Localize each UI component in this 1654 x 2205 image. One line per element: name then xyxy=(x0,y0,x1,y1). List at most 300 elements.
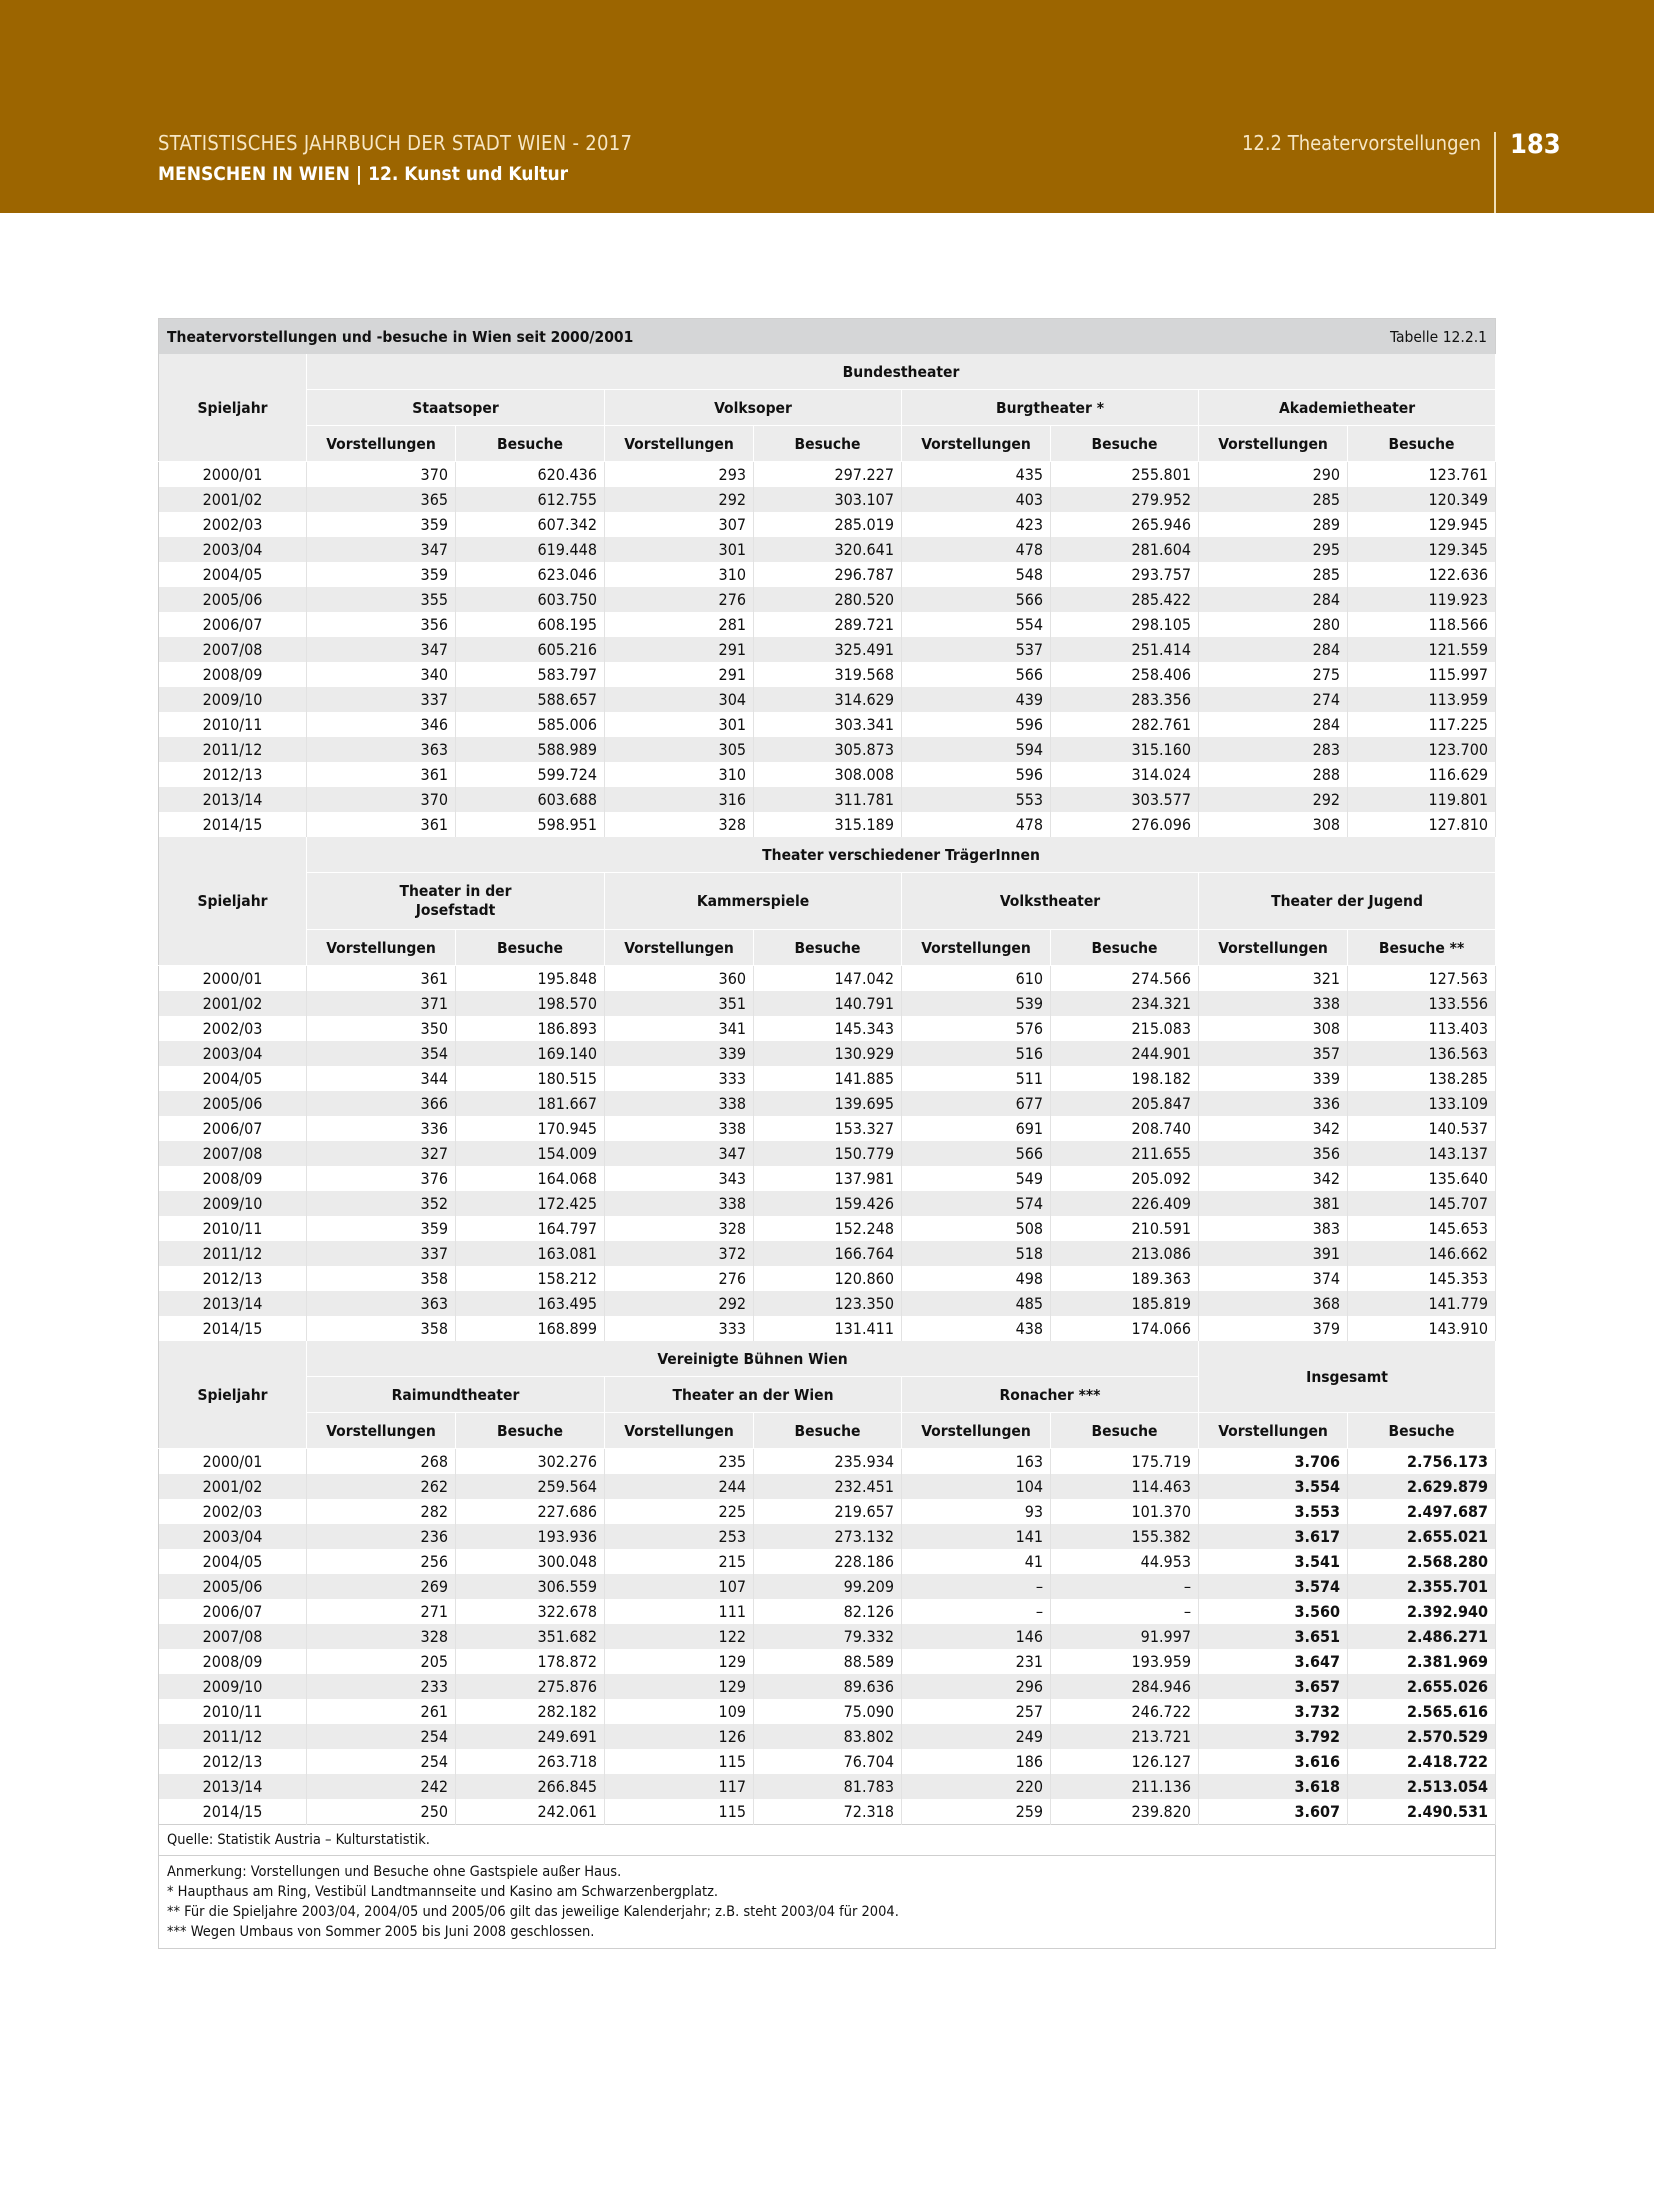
bundestheater-row xyxy=(159,487,1496,512)
value-cell: 210.591 xyxy=(1051,1216,1199,1241)
value-cell: 138.285 xyxy=(1348,1066,1496,1091)
col-besuche: Besuche xyxy=(754,1413,902,1449)
value-cell: 254 xyxy=(307,1724,456,1749)
value-cell: 99.209 xyxy=(754,1574,902,1599)
group-vbw: Vereinigte Bühnen Wien xyxy=(307,1341,1199,1377)
value-cell: 159.426 xyxy=(754,1191,902,1216)
page-number: 183 xyxy=(1510,129,1561,160)
group-header-row xyxy=(159,354,1496,390)
year-cell: 2012/13 xyxy=(159,762,307,787)
value-cell: 314.024 xyxy=(1051,762,1199,787)
value-cell: 93 xyxy=(902,1499,1051,1524)
value-cell: 274 xyxy=(1199,687,1348,712)
table-body xyxy=(159,319,1496,1949)
value-cell: 122.636 xyxy=(1348,562,1496,587)
subtitle-separator: | xyxy=(355,163,363,185)
col-besuche: Besuche xyxy=(754,426,902,462)
value-cell: 186.893 xyxy=(456,1016,605,1041)
year-cell: 2007/08 xyxy=(159,637,307,662)
col-besuche: Besuche xyxy=(456,930,605,966)
value-cell: 3.554 xyxy=(1199,1474,1348,1499)
value-cell: 282 xyxy=(307,1499,456,1524)
value-cell: 254 xyxy=(307,1749,456,1774)
value-cell: 127.563 xyxy=(1348,966,1496,992)
value-cell: 320.641 xyxy=(754,537,902,562)
value-cell: 3.607 xyxy=(1199,1799,1348,1825)
value-cell: 115.997 xyxy=(1348,662,1496,687)
value-cell: 208.740 xyxy=(1051,1116,1199,1141)
value-cell: 115 xyxy=(605,1799,754,1825)
spieljahr-header: Spieljahr xyxy=(159,354,307,462)
value-cell: 131.411 xyxy=(754,1316,902,1341)
value-cell: 306.559 xyxy=(456,1574,605,1599)
traegerinnen-row xyxy=(159,1091,1496,1116)
traegerinnen-row xyxy=(159,1166,1496,1191)
year-cell: 2011/12 xyxy=(159,737,307,762)
value-cell: 256 xyxy=(307,1549,456,1574)
value-cell: 308.008 xyxy=(754,762,902,787)
value-cell: 205.847 xyxy=(1051,1091,1199,1116)
value-cell: 511 xyxy=(902,1066,1051,1091)
traegerinnen-row xyxy=(159,966,1496,992)
value-cell: 2.565.616 xyxy=(1348,1699,1496,1724)
value-cell: 607.342 xyxy=(456,512,605,537)
col-besuche: Besuche xyxy=(1348,1413,1496,1449)
value-cell: 383 xyxy=(1199,1216,1348,1241)
theater-header-row xyxy=(159,390,1496,426)
value-cell: 242 xyxy=(307,1774,456,1799)
value-cell: 366 xyxy=(307,1091,456,1116)
traegerinnen-row xyxy=(159,1316,1496,1341)
value-cell: 174.066 xyxy=(1051,1316,1199,1341)
value-cell: 608.195 xyxy=(456,612,605,637)
value-cell: 338 xyxy=(605,1191,754,1216)
value-cell: 236 xyxy=(307,1524,456,1549)
value-cell: 219.657 xyxy=(754,1499,902,1524)
value-cell: 3.560 xyxy=(1199,1599,1348,1624)
value-cell: 374 xyxy=(1199,1266,1348,1291)
value-cell: 193.959 xyxy=(1051,1649,1199,1674)
header-divider xyxy=(1494,132,1496,213)
value-cell: 123.761 xyxy=(1348,462,1496,488)
value-cell: 113.959 xyxy=(1348,687,1496,712)
value-cell: 235 xyxy=(605,1449,754,1475)
vbw-row xyxy=(159,1749,1496,1774)
value-cell: 342 xyxy=(1199,1116,1348,1141)
value-cell: 2.392.940 xyxy=(1348,1599,1496,1624)
col-besuche: Besuche xyxy=(1348,426,1496,462)
value-cell: 164.068 xyxy=(456,1166,605,1191)
col-vorstellungen: Vorstellungen xyxy=(1199,1413,1348,1449)
value-cell: 283.356 xyxy=(1051,687,1199,712)
value-cell: 205.092 xyxy=(1051,1166,1199,1191)
traegerinnen-row xyxy=(159,1116,1496,1141)
year-cell: 2009/10 xyxy=(159,687,307,712)
value-cell: 3.792 xyxy=(1199,1724,1348,1749)
value-cell: 3.651 xyxy=(1199,1624,1348,1649)
value-cell: 253 xyxy=(605,1524,754,1549)
bundestheater-row xyxy=(159,562,1496,587)
value-cell: 109 xyxy=(605,1699,754,1724)
value-cell: 231 xyxy=(902,1649,1051,1674)
value-cell: 333 xyxy=(605,1066,754,1091)
value-cell: 518 xyxy=(902,1241,1051,1266)
value-cell: 2.629.879 xyxy=(1348,1474,1496,1499)
year-cell: 2001/02 xyxy=(159,991,307,1016)
note-line: ** Für die Spieljahre 2003/04, 2004/05 und 2005/06 gilt das jeweilige Kalenderjahr; z.B. steht 2003/04 für 2004. xyxy=(167,1904,899,1920)
vbw-row xyxy=(159,1674,1496,1699)
value-cell: 549 xyxy=(902,1166,1051,1191)
value-cell: 588.657 xyxy=(456,687,605,712)
value-cell: 163.495 xyxy=(456,1291,605,1316)
value-cell: 273.132 xyxy=(754,1524,902,1549)
value-cell: 250 xyxy=(307,1799,456,1825)
value-cell: 242.061 xyxy=(456,1799,605,1825)
year-cell: 2006/07 xyxy=(159,612,307,637)
col-vorstellungen: Vorstellungen xyxy=(605,426,754,462)
value-cell: 359 xyxy=(307,562,456,587)
value-cell: 403 xyxy=(902,487,1051,512)
value-cell: 266.845 xyxy=(456,1774,605,1799)
value-cell: 583.797 xyxy=(456,662,605,687)
value-cell: 129 xyxy=(605,1649,754,1674)
vbw-row xyxy=(159,1574,1496,1599)
year-cell: 2000/01 xyxy=(159,966,307,992)
value-cell: 361 xyxy=(307,812,456,837)
value-cell: 298.105 xyxy=(1051,612,1199,637)
value-cell: 357 xyxy=(1199,1041,1348,1066)
value-cell: 337 xyxy=(307,687,456,712)
value-cell: 150.779 xyxy=(754,1141,902,1166)
value-cell: 163.081 xyxy=(456,1241,605,1266)
value-cell: 370 xyxy=(307,787,456,812)
value-cell: 365 xyxy=(307,487,456,512)
value-cell: 119.923 xyxy=(1348,587,1496,612)
value-cell: 115 xyxy=(605,1749,754,1774)
value-cell: 307 xyxy=(605,512,754,537)
value-cell: 290 xyxy=(1199,462,1348,488)
value-cell: 303.107 xyxy=(754,487,902,512)
value-cell: 155.382 xyxy=(1051,1524,1199,1549)
value-cell: 347 xyxy=(307,537,456,562)
value-cell: 255.801 xyxy=(1051,462,1199,488)
value-cell: 691 xyxy=(902,1116,1051,1141)
value-cell: 140.791 xyxy=(754,991,902,1016)
value-cell: 122 xyxy=(605,1624,754,1649)
value-cell: 143.137 xyxy=(1348,1141,1496,1166)
notes-cell xyxy=(159,1856,1496,1949)
value-cell: 133.556 xyxy=(1348,991,1496,1016)
year-cell: 2014/15 xyxy=(159,812,307,837)
value-cell: – xyxy=(1051,1599,1199,1624)
value-cell: 3.541 xyxy=(1199,1549,1348,1574)
value-cell: 322.678 xyxy=(456,1599,605,1624)
value-cell: 328 xyxy=(605,812,754,837)
value-cell: 185.819 xyxy=(1051,1291,1199,1316)
page-header xyxy=(0,0,1654,213)
year-cell: 2005/06 xyxy=(159,1091,307,1116)
col-besuche: Besuche xyxy=(1051,426,1199,462)
value-cell: 169.140 xyxy=(456,1041,605,1066)
value-cell: 291 xyxy=(605,662,754,687)
value-cell: 215.083 xyxy=(1051,1016,1199,1041)
traegerinnen-row xyxy=(159,1266,1496,1291)
value-cell: 319.568 xyxy=(754,662,902,687)
value-cell: 338 xyxy=(605,1091,754,1116)
theater-header: Theater der Jugend xyxy=(1199,873,1496,930)
value-cell: 239.820 xyxy=(1051,1799,1199,1825)
value-cell: 215 xyxy=(605,1549,754,1574)
value-cell: 2.490.531 xyxy=(1348,1799,1496,1825)
value-cell: 193.936 xyxy=(456,1524,605,1549)
value-cell: 170.945 xyxy=(456,1116,605,1141)
value-cell: 498 xyxy=(902,1266,1051,1291)
josefstadt-line-2: Josefstadt xyxy=(415,901,496,919)
value-cell: 554 xyxy=(902,612,1051,637)
theater-header: Theater an der Wien xyxy=(605,1377,902,1413)
value-cell: 276 xyxy=(605,587,754,612)
value-cell: 158.212 xyxy=(456,1266,605,1291)
theater-header: Volksoper xyxy=(605,390,902,426)
theater-header: Kammerspiele xyxy=(605,873,902,930)
bundestheater-row xyxy=(159,637,1496,662)
value-cell: 285.422 xyxy=(1051,587,1199,612)
bundestheater-row xyxy=(159,612,1496,637)
value-cell: 249.691 xyxy=(456,1724,605,1749)
value-cell: 605.216 xyxy=(456,637,605,662)
value-cell: 379 xyxy=(1199,1316,1348,1341)
value-cell: 596 xyxy=(902,712,1051,737)
value-cell: 372 xyxy=(605,1241,754,1266)
value-cell: 539 xyxy=(902,991,1051,1016)
value-cell: 259.564 xyxy=(456,1474,605,1499)
value-cell: 232.451 xyxy=(754,1474,902,1499)
value-cell: 153.327 xyxy=(754,1116,902,1141)
value-cell: 91.997 xyxy=(1051,1624,1199,1649)
value-cell: 537 xyxy=(902,637,1051,662)
value-cell: 120.860 xyxy=(754,1266,902,1291)
value-cell: 478 xyxy=(902,537,1051,562)
value-cell: 130.929 xyxy=(754,1041,902,1066)
value-cell: 281 xyxy=(605,612,754,637)
value-cell: 104 xyxy=(902,1474,1051,1499)
value-cell: 79.332 xyxy=(754,1624,902,1649)
value-cell: 292 xyxy=(605,1291,754,1316)
value-cell: 338 xyxy=(1199,991,1348,1016)
year-cell: 2007/08 xyxy=(159,1141,307,1166)
value-cell: 347 xyxy=(307,637,456,662)
theater-header-row xyxy=(159,873,1496,930)
value-cell: 347 xyxy=(605,1141,754,1166)
traegerinnen-row xyxy=(159,1191,1496,1216)
theater-header-josefstadt xyxy=(307,873,605,930)
value-cell: 275 xyxy=(1199,662,1348,687)
value-cell: 311.781 xyxy=(754,787,902,812)
bundestheater-row xyxy=(159,812,1496,837)
vbw-row xyxy=(159,1774,1496,1799)
col-besuche: Besuche xyxy=(1051,1413,1199,1449)
value-cell: 280 xyxy=(1199,612,1348,637)
year-cell: 2009/10 xyxy=(159,1674,307,1699)
value-cell: 3.616 xyxy=(1199,1749,1348,1774)
section-title: 12.2 Theatervorstellungen xyxy=(1241,131,1481,155)
year-cell: 2008/09 xyxy=(159,662,307,687)
value-cell: 41 xyxy=(902,1549,1051,1574)
value-cell: 284 xyxy=(1199,712,1348,737)
value-cell: 336 xyxy=(1199,1091,1348,1116)
value-cell: 599.724 xyxy=(456,762,605,787)
value-cell: 3.574 xyxy=(1199,1574,1348,1599)
value-cell: 297.227 xyxy=(754,462,902,488)
col-vorstellungen: Vorstellungen xyxy=(605,930,754,966)
value-cell: 172.425 xyxy=(456,1191,605,1216)
traegerinnen-row xyxy=(159,991,1496,1016)
value-cell: 603.750 xyxy=(456,587,605,612)
value-cell: 352 xyxy=(307,1191,456,1216)
group-bundestheater: Bundestheater xyxy=(307,354,1496,390)
value-cell: 619.448 xyxy=(456,537,605,562)
value-cell: 315.189 xyxy=(754,812,902,837)
value-cell: 325.491 xyxy=(754,637,902,662)
value-cell: 262 xyxy=(307,1474,456,1499)
vbw-row xyxy=(159,1649,1496,1674)
year-cell: 2011/12 xyxy=(159,1241,307,1266)
year-cell: 2001/02 xyxy=(159,1474,307,1499)
subtitle-part-a: MENSCHEN IN WIEN xyxy=(158,163,350,185)
value-cell: 292 xyxy=(1199,787,1348,812)
value-cell: 355 xyxy=(307,587,456,612)
value-cell: 327 xyxy=(307,1141,456,1166)
value-cell: 360 xyxy=(605,966,754,992)
value-cell: 677 xyxy=(902,1091,1051,1116)
value-cell: 338 xyxy=(605,1116,754,1141)
value-cell: 244 xyxy=(605,1474,754,1499)
value-cell: 3.706 xyxy=(1199,1449,1348,1475)
year-cell: 2005/06 xyxy=(159,587,307,612)
value-cell: 381 xyxy=(1199,1191,1348,1216)
value-cell: 145.343 xyxy=(754,1016,902,1041)
value-cell: 285 xyxy=(1199,562,1348,587)
col-besuche: Besuche xyxy=(456,1413,605,1449)
value-cell: 265.946 xyxy=(1051,512,1199,537)
year-cell: 2000/01 xyxy=(159,462,307,488)
value-cell: 371 xyxy=(307,991,456,1016)
notes-row xyxy=(159,1856,1496,1949)
value-cell: 516 xyxy=(902,1041,1051,1066)
value-cell: 83.802 xyxy=(754,1724,902,1749)
yearbook-title: STATISTISCHES JAHRBUCH DER STADT WIEN - 2017 xyxy=(158,131,633,155)
year-cell: 2009/10 xyxy=(159,1191,307,1216)
value-cell: 478 xyxy=(902,812,1051,837)
year-cell: 2003/04 xyxy=(159,537,307,562)
theater-table xyxy=(158,318,1496,1949)
source-text: Quelle: Statistik Austria – Kulturstatistik. xyxy=(159,1825,1496,1856)
value-cell: 269 xyxy=(307,1574,456,1599)
value-cell: 391 xyxy=(1199,1241,1348,1266)
col-vorstellungen: Vorstellungen xyxy=(1199,930,1348,966)
value-cell: 588.989 xyxy=(456,737,605,762)
value-cell: 152.248 xyxy=(754,1216,902,1241)
value-cell: 175.719 xyxy=(1051,1449,1199,1475)
year-cell: 2008/09 xyxy=(159,1166,307,1191)
value-cell: 350 xyxy=(307,1016,456,1041)
value-cell: 101.370 xyxy=(1051,1499,1199,1524)
value-cell: 594 xyxy=(902,737,1051,762)
value-cell: 129.345 xyxy=(1348,537,1496,562)
value-cell: 438 xyxy=(902,1316,1051,1341)
value-cell: 136.563 xyxy=(1348,1041,1496,1066)
year-cell: 2008/09 xyxy=(159,1649,307,1674)
value-cell: 168.899 xyxy=(456,1316,605,1341)
value-cell: 275.876 xyxy=(456,1674,605,1699)
value-cell: 259 xyxy=(902,1799,1051,1825)
value-cell: 234.321 xyxy=(1051,991,1199,1016)
header-left xyxy=(158,131,632,185)
value-cell: 623.046 xyxy=(456,562,605,587)
value-cell: – xyxy=(902,1574,1051,1599)
value-cell: 141.885 xyxy=(754,1066,902,1091)
vbw-row xyxy=(159,1699,1496,1724)
value-cell: 117.225 xyxy=(1348,712,1496,737)
value-cell: 293 xyxy=(605,462,754,488)
value-cell: 3.732 xyxy=(1199,1699,1348,1724)
value-cell: 314.629 xyxy=(754,687,902,712)
value-cell: 612.755 xyxy=(456,487,605,512)
theater-header: Staatsoper xyxy=(307,390,605,426)
value-cell: 2.756.173 xyxy=(1348,1449,1496,1475)
value-cell: 356 xyxy=(307,612,456,637)
bundestheater-row xyxy=(159,787,1496,812)
value-cell: 284 xyxy=(1199,637,1348,662)
value-cell: 368 xyxy=(1199,1291,1348,1316)
value-cell: 3.618 xyxy=(1199,1774,1348,1799)
table-caption-row xyxy=(159,319,1496,355)
value-cell: 308 xyxy=(1199,1016,1348,1041)
value-cell: 301 xyxy=(605,537,754,562)
value-cell: 376 xyxy=(307,1166,456,1191)
value-cell: 145.707 xyxy=(1348,1191,1496,1216)
value-cell: 249 xyxy=(902,1724,1051,1749)
value-cell: 154.009 xyxy=(456,1141,605,1166)
value-cell: 2.568.280 xyxy=(1348,1549,1496,1574)
value-cell: 251.414 xyxy=(1051,637,1199,662)
value-cell: 121.559 xyxy=(1348,637,1496,662)
vbw-row xyxy=(159,1449,1496,1475)
value-cell: 2.381.969 xyxy=(1348,1649,1496,1674)
value-cell: 282.182 xyxy=(456,1699,605,1724)
value-cell: 3.617 xyxy=(1199,1524,1348,1549)
value-cell: 439 xyxy=(902,687,1051,712)
value-cell: 111 xyxy=(605,1599,754,1624)
subheader-row xyxy=(159,426,1496,462)
value-cell: 143.910 xyxy=(1348,1316,1496,1341)
value-cell: 351.682 xyxy=(456,1624,605,1649)
value-cell: 620.436 xyxy=(456,462,605,488)
value-cell: 566 xyxy=(902,587,1051,612)
source-row xyxy=(159,1825,1496,1856)
value-cell: 280.520 xyxy=(754,587,902,612)
value-cell: 343 xyxy=(605,1166,754,1191)
col-besuche: Besuche xyxy=(754,930,902,966)
value-cell: 2.418.722 xyxy=(1348,1749,1496,1774)
col-vorstellungen: Vorstellungen xyxy=(307,930,456,966)
value-cell: 213.721 xyxy=(1051,1724,1199,1749)
value-cell: 305 xyxy=(605,737,754,762)
year-cell: 2007/08 xyxy=(159,1624,307,1649)
value-cell: 598.951 xyxy=(456,812,605,837)
value-cell: 126.127 xyxy=(1051,1749,1199,1774)
value-cell: 233 xyxy=(307,1674,456,1699)
